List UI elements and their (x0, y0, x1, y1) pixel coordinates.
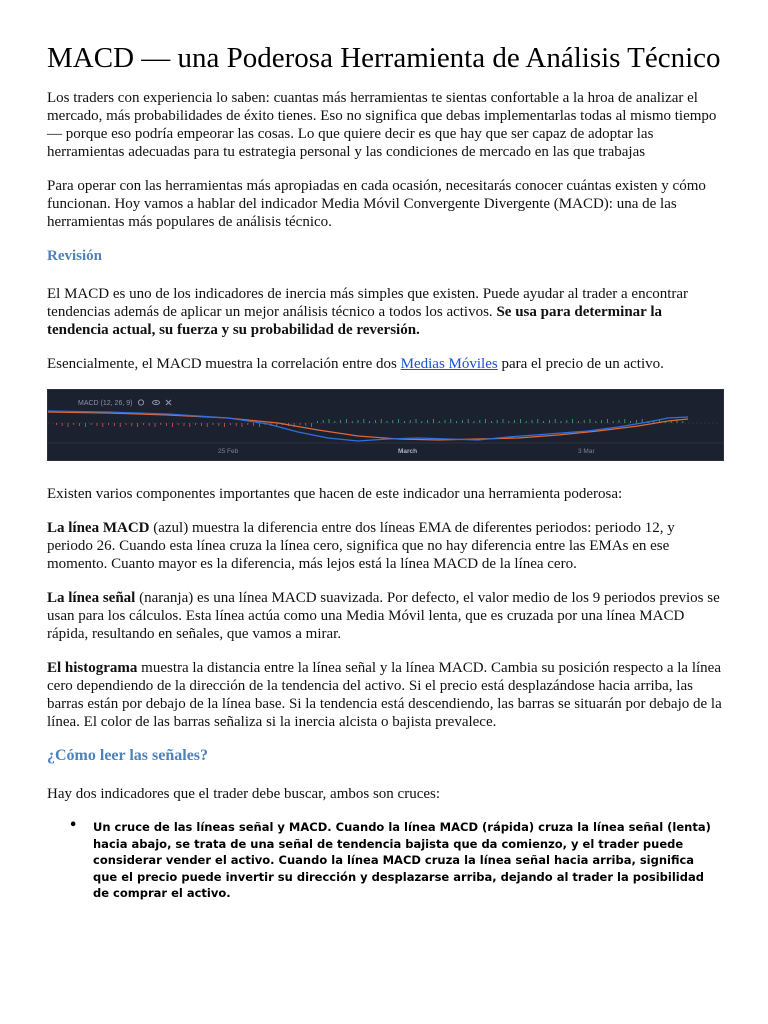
histogram-bar (114, 423, 115, 426)
histogram-bar (584, 420, 585, 423)
histogram-bar (323, 420, 324, 423)
macd-line-term: La línea MACD (47, 520, 150, 536)
settings-icon (138, 400, 143, 405)
histogram-bar (381, 419, 382, 423)
histogram-bar (537, 419, 538, 423)
histogram-bar (404, 421, 405, 423)
histogram-bar (450, 419, 451, 423)
macd-line-desc: (azul) muestra la diferencia entre dos líneas EMA de diferentes periodos: periodo 12, y periodo 26. Cuando esta línea cruza la línea cero, significa que no hay diferencia entre las EMAs en ese momento. Cuanto mayor es la diferencia, más lejos está la línea MACD de la línea cero. (47, 520, 675, 572)
histogram-bar (601, 420, 602, 423)
histogram-bar (201, 423, 202, 426)
histogram-bar (363, 419, 364, 423)
components-intro: Existen varios componentes importantes que hacen de este indicador una herramienta poderosa: (47, 486, 623, 502)
histogram-bar (120, 423, 121, 427)
histogram-bar (387, 421, 388, 423)
x-label-25feb: 25 Feb (218, 448, 239, 455)
histogram-bar (520, 419, 521, 423)
histogram-bar (195, 423, 196, 425)
histogram-bar (236, 423, 237, 426)
review2-text-before: Esencialmente, el MACD muestra la correlación entre dos (47, 356, 401, 372)
macd-line-paragraph (47, 519, 722, 573)
histogram-bar (230, 423, 231, 425)
page-title: MACD — una Poderosa Herramienta de Análisis Técnico (47, 42, 721, 74)
histogram-bar (207, 423, 208, 427)
histogram-bar (508, 421, 509, 423)
histogram-bar (340, 420, 341, 423)
histogram-bar (68, 423, 69, 427)
histogram-bar (160, 423, 161, 425)
histogram-bar (433, 419, 434, 423)
histogram-bar (97, 423, 98, 426)
histogram-bar (172, 423, 173, 427)
histogram-bar (305, 423, 306, 426)
histogram-bar (613, 421, 614, 423)
histogram-bar (445, 420, 446, 423)
section-heading-review: Revisión (47, 248, 103, 264)
x-label-3mar: 3 Mar (578, 448, 595, 455)
histogram-bar (421, 421, 422, 423)
histogram-bar (300, 423, 301, 425)
histogram-bar (468, 419, 469, 423)
histogram-bar (166, 423, 167, 426)
histogram-term: El histograma (47, 660, 138, 676)
histogram-bar (566, 420, 567, 423)
histogram-bar (224, 423, 225, 427)
list-item: • Un cruce de las líneas señal y MACD. Cuando la línea MACD (rápida) cruza la línea señal (lenta) hacia abajo, se trata de una señal de tendencia bajista que da comienzo, y el trader puede considerar vender el activo. Cuando la línea MACD cruza la línea señal hacia arriba, significa que el precio puede invertir su dirección y desplazarse arriba, dejando al trader la posibilidad de comprar el activo. (93, 819, 722, 902)
histogram-bar (155, 423, 156, 427)
histogram-bar (334, 421, 335, 423)
histogram-bar (213, 423, 214, 425)
x-label-march: March (398, 448, 418, 455)
histogram-desc: muestra la distancia entre la línea señal y la línea MACD. Cambia su posición respecto a la línea cero dependiendo de la dirección de la tendencia del activo. Si el precio está desplazándose hacia arriba, las barras están por debajo de la línea base. Si la tendencia está descendiendo, las barras se situarán por debajo de la línea. El color de las barras señaliza si la inercia alcista o bajista prevalece. (47, 660, 722, 730)
histogram-bar (619, 420, 620, 423)
signal-line-term: La línea señal (47, 590, 136, 606)
eye-icon (153, 401, 160, 405)
histogram-bar (456, 421, 457, 423)
histogram-bar (392, 420, 393, 423)
histogram-bar (126, 423, 127, 425)
histogram-bar (549, 420, 550, 423)
histogram-bar (624, 419, 625, 423)
histogram-bar (532, 420, 533, 423)
signal-line-desc: (naranja) es una línea MACD suavizada. Por defecto, el valor medio de los 9 periodos previos se usan para los cálculos. Esta línea actúa como una Media Móvil lenta, que es cruzada por una línea MACD rápida, resultando en señales, que vamos a mirar. (47, 590, 720, 642)
intro-paragraph-1: Los traders con experiencia lo saben: cuantas más herramientas te sientas confortable a la hroa de analizar el mercado, más probabilidades de éxito tienes. Eso no significa que debas implementarlas todas al mismo tiempo — porque eso podría empeorar las cosas. Lo que quiere decir es que hay que ser capaz de adoptar las herramientas adecuadas para tu estrategia personal y las condiciones de mercado en las que trabajas (47, 90, 717, 160)
histogram-bar (682, 421, 683, 423)
review-text: El MACD es uno de los indicadores de inercia más simples que existen. Puede ayudar al trader a encontrar tendencias además de aplicar un mejor análisis técnico a todos los activos. (47, 286, 689, 320)
histogram-bar (85, 423, 86, 427)
histogram-bar (259, 423, 260, 427)
review2-text-after: para el precio de un activo. (497, 356, 664, 372)
histogram-bar (369, 421, 370, 423)
histogram-bar (590, 419, 591, 423)
histogram-bar (416, 419, 417, 423)
histogram-bar (242, 423, 243, 427)
histogram-bar (497, 420, 498, 423)
histogram-bar (358, 420, 359, 423)
histogram-bar (636, 420, 637, 423)
histogram-bar (137, 423, 138, 427)
histogram-bar (62, 423, 63, 426)
histogram-bar (439, 421, 440, 423)
histogram-bar (427, 420, 428, 423)
histogram-bar (474, 421, 475, 423)
signal-line-paragraph (47, 589, 722, 643)
histogram-bar (178, 423, 179, 425)
histogram-bar (410, 420, 411, 423)
intro-paragraph-2: Para operar con las herramientas más apropiadas en cada ocasión, necesitarás conocer cuántas existen y cómo funcionan. Hoy vamos a hablar del indicador Media Móvil Convergente Divergente (MACD): una de las herramientas más populares de análisis técnico. (47, 178, 706, 230)
histogram-bar (102, 423, 103, 427)
review-paragraph-1 (47, 285, 722, 339)
section-heading-signals: ¿Cómo leer las señales? (47, 747, 209, 764)
histogram-bar (189, 423, 190, 427)
close-icon (166, 400, 171, 405)
histogram-bar (143, 423, 144, 425)
histogram-bar (131, 423, 132, 426)
macd-chart-svg (48, 390, 723, 460)
histogram-bar (561, 421, 562, 423)
histogram-bar (317, 421, 318, 423)
chart-label: MACD (12, 26, 9) (78, 400, 133, 407)
histogram-bar (555, 419, 556, 423)
histogram-bar (398, 419, 399, 423)
histogram-bar (375, 420, 376, 423)
histogram-bar (56, 423, 57, 425)
histogram-paragraph (47, 659, 722, 731)
histogram-bar (578, 421, 579, 423)
histogram-bar (543, 421, 544, 423)
histogram-bar (329, 419, 330, 423)
histogram-bar (184, 423, 185, 426)
histogram-bar (346, 419, 347, 423)
histogram-bar (108, 423, 109, 425)
histogram-bar (218, 423, 219, 426)
histogram-bar (149, 423, 150, 426)
histogram-bar (311, 423, 312, 427)
histogram-bar (73, 423, 74, 425)
histogram-bar (485, 419, 486, 423)
histogram-bar (526, 421, 527, 423)
histogram-bar (607, 419, 608, 423)
histogram-bar (503, 419, 504, 423)
histogram-bar (352, 421, 353, 423)
medias-moviles-link[interactable]: Medias Móviles (400, 356, 498, 372)
macd-chart-image (47, 389, 724, 461)
review-paragraph-2 (47, 355, 722, 373)
histogram-bar (462, 420, 463, 423)
histogram-bar (479, 420, 480, 423)
signals-list (47, 819, 722, 902)
histogram-bar (91, 423, 92, 425)
review-bold-text: Se usa para determinar la tendencia actual, su fuerza y su probabilidad de reversión. (47, 304, 662, 338)
histogram-bar (595, 421, 596, 423)
histogram-bar (491, 421, 492, 423)
histogram-bar (630, 421, 631, 423)
histogram-bar (79, 423, 80, 426)
histogram-bar (572, 419, 573, 423)
signal-line (48, 412, 688, 440)
histogram-bar (514, 420, 515, 423)
signals-intro: Hay dos indicadores que el trader debe buscar, ambos son cruces: (47, 786, 441, 802)
histogram-bar (253, 423, 254, 426)
histogram-bar (247, 423, 248, 425)
